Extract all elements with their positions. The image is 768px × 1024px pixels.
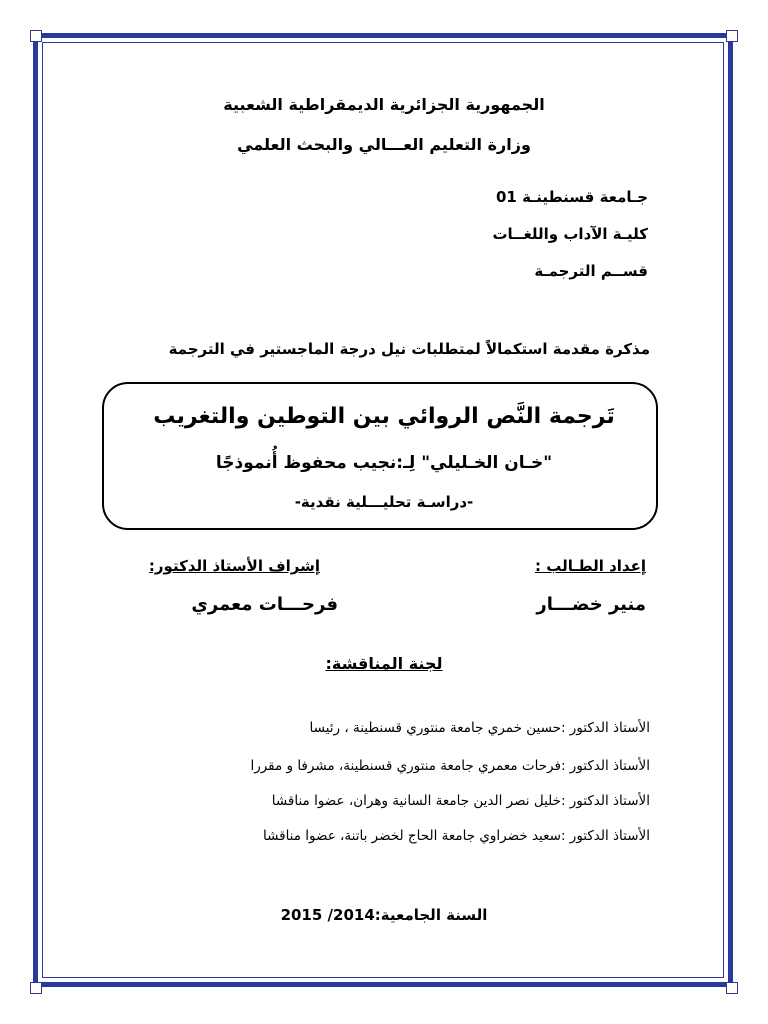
committee-member-3: الأستاذ الدكتور :خليل نصر الدين جامعة السانية وهران، عضوا مناقشا (271, 793, 650, 809)
academic-year: السنة الجامعية:2014/ 2015 (280, 906, 488, 924)
committee-heading: لجنة المناقشة: (325, 654, 443, 673)
committee-member-4: الأستاذ الدكتور :سعيد خضراوي جامعة الحاج لخضر باتنة، عضوا مناقشا (262, 828, 650, 844)
thesis-note: مذكرة مقدمة استكمالاً لمتطلبات نيل درجة الماجستير في الترجمة (168, 340, 650, 358)
corner-ornament-top-left (30, 30, 42, 42)
corner-ornament-top-right (726, 30, 738, 42)
department-name: قســم الترجمـة (534, 262, 648, 280)
corner-ornament-bottom-right (726, 982, 738, 994)
thesis-subtitle: "خـان الخـليلي" لِـ:نجيب محفوظ أُنموذجًا (215, 453, 553, 473)
committee-member-1: الأستاذ الدكتور :حسين خمري جامعة منتوري قسنطينة ، رئيسا (309, 720, 650, 736)
study-type: -دراسـة تحليـــلية نقدية- (294, 493, 474, 511)
thesis-title: تَرجمة النَّص الروائي بين التوطين والتغريب (153, 404, 615, 429)
supervisor-label: إشراف الأستاذ الدكتور: (148, 557, 320, 575)
committee-member-2: الأستاذ الدكتور :فرحات معمري جامعة منتوري قسنطينة، مشرفا و مقررا (250, 758, 650, 774)
university-name: جـامعة قسنطينـة 01 (495, 188, 648, 206)
student-label: إعداد الطـالب : (535, 557, 646, 575)
faculty-name: كليـة الآداب واللغــات (492, 225, 648, 243)
supervisor-name: فرحـــات معمري (191, 594, 338, 615)
republic-heading: الجمهورية الجزائرية الديمقراطية الشعبية (223, 95, 545, 114)
student-name: منير خضـــار (536, 594, 646, 615)
ministry-heading: وزارة التعليم العـــالي والبحث العلمي (237, 135, 531, 154)
corner-ornament-bottom-left (30, 982, 42, 994)
